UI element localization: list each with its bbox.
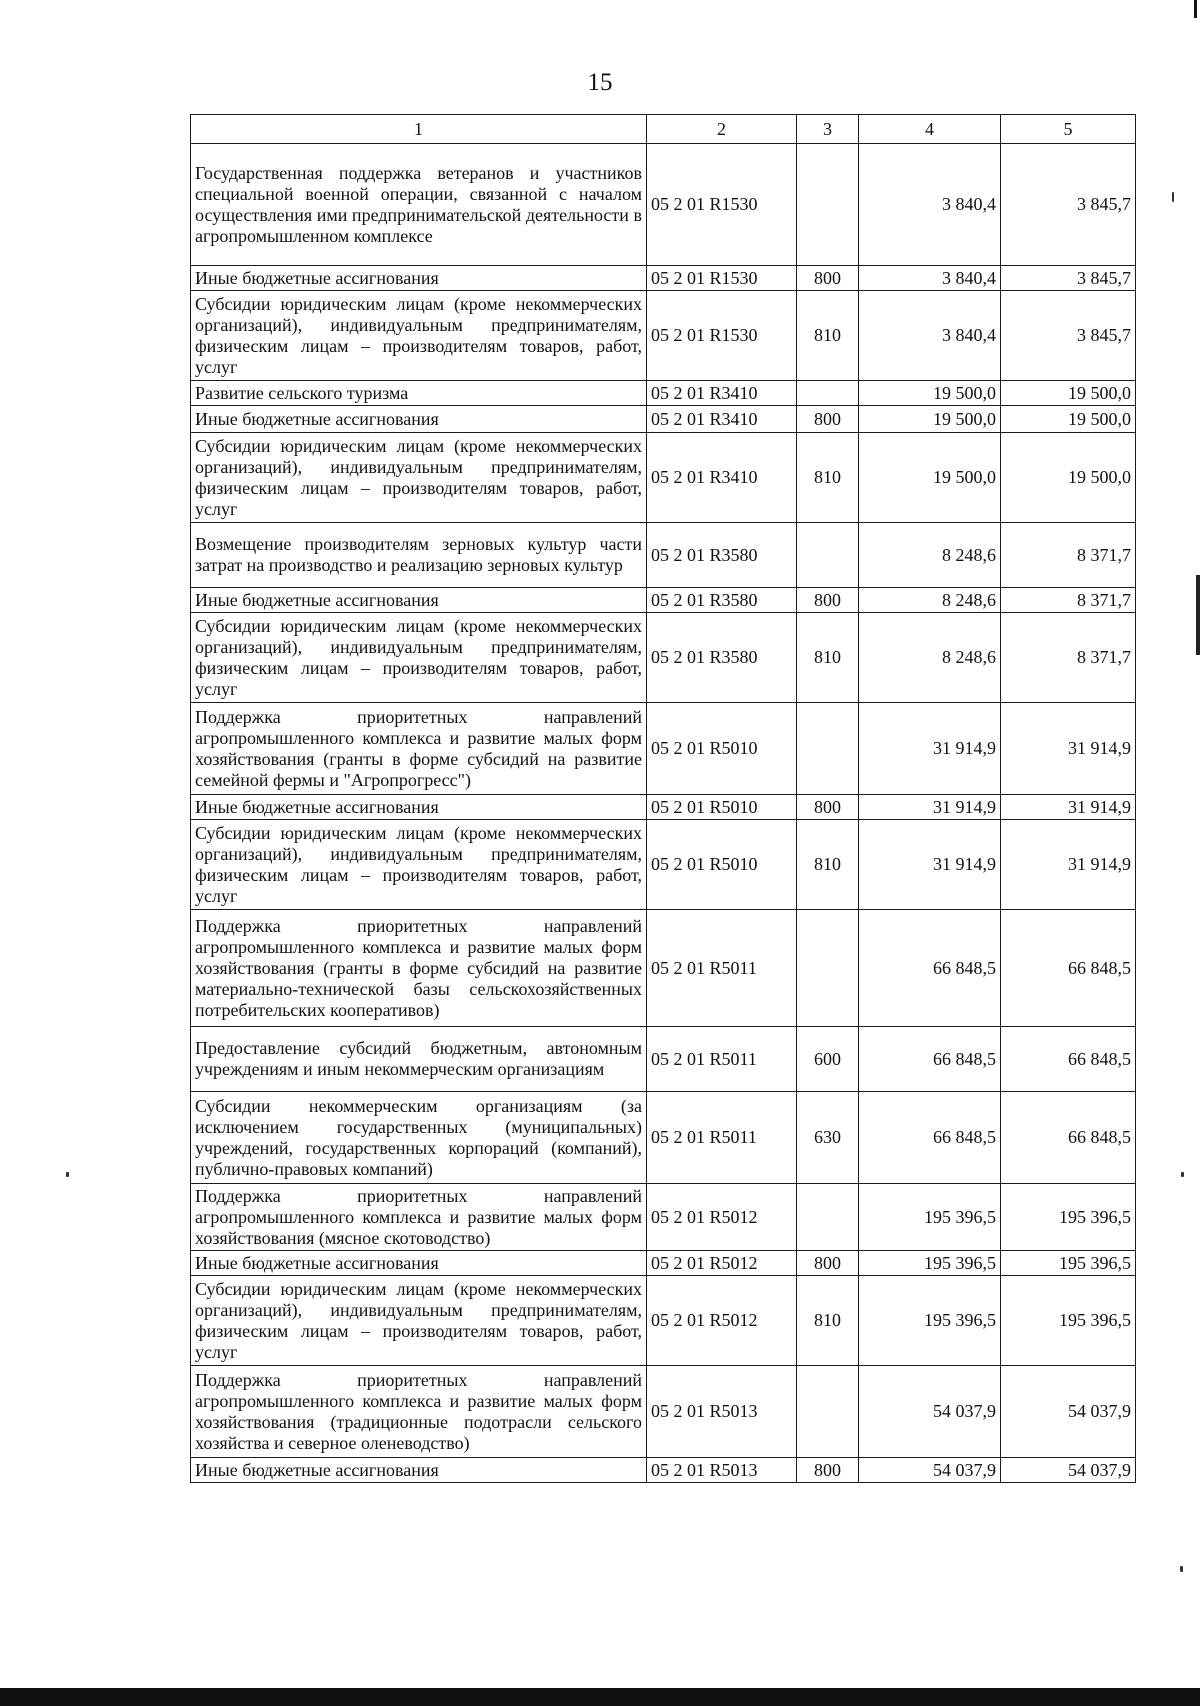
row-value-year-2-cell: 19 500,0 (1001, 433, 1136, 523)
row-value-year-2-cell: 3 845,7 (1001, 144, 1136, 266)
row-code-cell: 05 2 01 R5011 (647, 1092, 797, 1184)
row-expense-type-cell (797, 381, 859, 406)
row-name-cell: Субсидии юридическим лицам (кроме некоммерческих организаций), индивидуальным предпринимателям, физическим лицам – производителям товаров, работ, услуг (191, 613, 647, 703)
table-row (191, 291, 1136, 381)
row-code-cell: 05 2 01 R5012 (647, 1184, 797, 1251)
row-name-cell: Субсидии юридическим лицам (кроме некоммерческих организаций), индивидуальным предпринимателям, физическим лицам – производителям товаров, работ, услуг (191, 820, 647, 910)
row-name-cell: Поддержка приоритетных направлений агропромышленного комплекса и развитие малых форм хозяйствования (гранты в форме субсидий на развитие материально-технической базы сельскохозяйственных потребительских кооперативов) (191, 910, 647, 1027)
row-value-year-2-cell: 8 371,7 (1001, 613, 1136, 703)
table-row (191, 795, 1136, 820)
row-value-year-2-cell: 3 845,7 (1001, 291, 1136, 381)
table-row (191, 406, 1136, 433)
column-header-1: 1 (191, 115, 647, 144)
row-expense-type-cell (797, 144, 859, 266)
row-code-cell: 05 2 01 R3410 (647, 433, 797, 523)
row-expense-type-cell (797, 703, 859, 795)
row-value-year-2-cell: 31 914,9 (1001, 703, 1136, 795)
row-code-cell: 05 2 01 R5011 (647, 910, 797, 1027)
scan-speck (1172, 192, 1174, 202)
row-value-year-2-cell: 54 037,9 (1001, 1366, 1136, 1458)
row-value-year-1-cell: 195 396,5 (859, 1276, 1001, 1366)
row-expense-type-cell: 800 (797, 266, 859, 291)
scan-speck (1181, 1172, 1184, 1177)
row-expense-type-cell: 600 (797, 1027, 859, 1092)
table-row (191, 1092, 1136, 1184)
row-code-cell: 05 2 01 R5011 (647, 1027, 797, 1092)
row-name-cell: Субсидии юридическим лицам (кроме некоммерческих организаций), индивидуальным предпринимателям, физическим лицам – производителям товаров, работ, услуг (191, 1276, 647, 1366)
row-name-cell: Развитие сельского туризма (191, 381, 647, 406)
row-value-year-1-cell: 31 914,9 (859, 795, 1001, 820)
row-name-cell: Поддержка приоритетных направлений агропромышленного комплекса и развитие малых форм хозяйствования (традиционные подотрасли сельского хозяйства и северное оленеводство) (191, 1366, 647, 1458)
row-code-cell: 05 2 01 R3410 (647, 381, 797, 406)
row-value-year-2-cell: 66 848,5 (1001, 1027, 1136, 1092)
row-expense-type-cell: 800 (797, 795, 859, 820)
row-code-cell: 05 2 01 R1530 (647, 266, 797, 291)
row-value-year-1-cell: 195 396,5 (859, 1184, 1001, 1251)
row-code-cell: 05 2 01 R5013 (647, 1366, 797, 1458)
row-code-cell: 05 2 01 R5010 (647, 820, 797, 910)
row-name-cell: Иные бюджетные ассигнования (191, 406, 647, 433)
row-value-year-2-cell: 195 396,5 (1001, 1184, 1136, 1251)
table-row (191, 1458, 1136, 1483)
row-expense-type-cell (797, 910, 859, 1027)
row-code-cell: 05 2 01 R3580 (647, 588, 797, 613)
table-row (191, 1276, 1136, 1366)
row-value-year-1-cell: 195 396,5 (859, 1251, 1001, 1276)
row-code-cell: 05 2 01 R5013 (647, 1458, 797, 1483)
table-row (191, 820, 1136, 910)
scan-speck (1180, 1566, 1183, 1572)
row-value-year-1-cell: 3 840,4 (859, 266, 1001, 291)
table-row (191, 523, 1136, 588)
row-value-year-2-cell: 31 914,9 (1001, 795, 1136, 820)
row-value-year-1-cell: 54 037,9 (859, 1458, 1001, 1483)
row-code-cell: 05 2 01 R5010 (647, 703, 797, 795)
row-expense-type-cell: 800 (797, 588, 859, 613)
row-value-year-2-cell: 31 914,9 (1001, 820, 1136, 910)
row-value-year-1-cell: 19 500,0 (859, 406, 1001, 433)
budget-table (190, 114, 1136, 1483)
row-name-cell: Иные бюджетные ассигнования (191, 1251, 647, 1276)
row-value-year-2-cell: 195 396,5 (1001, 1251, 1136, 1276)
row-name-cell: Иные бюджетные ассигнования (191, 1458, 647, 1483)
row-value-year-1-cell: 66 848,5 (859, 910, 1001, 1027)
table-row (191, 433, 1136, 523)
row-value-year-2-cell: 54 037,9 (1001, 1458, 1136, 1483)
row-value-year-2-cell: 8 371,7 (1001, 523, 1136, 588)
row-expense-type-cell: 800 (797, 1251, 859, 1276)
row-value-year-1-cell: 31 914,9 (859, 820, 1001, 910)
row-value-year-1-cell: 66 848,5 (859, 1027, 1001, 1092)
row-code-cell: 05 2 01 R5012 (647, 1276, 797, 1366)
scan-bottom-border (0, 1688, 1200, 1706)
row-name-cell: Предоставление субсидий бюджетным, автономным учреждениям и иным некоммерческим организациям (191, 1027, 647, 1092)
row-value-year-1-cell: 8 248,6 (859, 523, 1001, 588)
row-expense-type-cell: 810 (797, 1276, 859, 1366)
column-header-3: 3 (797, 115, 859, 144)
row-code-cell: 05 2 01 R5012 (647, 1251, 797, 1276)
row-value-year-2-cell: 19 500,0 (1001, 381, 1136, 406)
table-row (191, 1366, 1136, 1458)
column-header-4: 4 (859, 115, 1001, 144)
row-name-cell: Субсидии юридическим лицам (кроме некоммерческих организаций), индивидуальным предпринимателям, физическим лицам – производителям товаров, работ, услуг (191, 291, 647, 381)
scan-edge-mark (1196, 575, 1200, 655)
row-code-cell: 05 2 01 R3410 (647, 406, 797, 433)
table-row (191, 613, 1136, 703)
row-name-cell: Возмещение производителям зерновых культур части затрат на производство и реализацию зерновых культур (191, 523, 647, 588)
table-header-row (191, 115, 1136, 144)
row-code-cell: 05 2 01 R1530 (647, 291, 797, 381)
row-name-cell: Иные бюджетные ассигнования (191, 266, 647, 291)
row-value-year-2-cell: 195 396,5 (1001, 1276, 1136, 1366)
row-expense-type-cell: 800 (797, 406, 859, 433)
row-expense-type-cell (797, 523, 859, 588)
table-row (191, 381, 1136, 406)
row-expense-type-cell: 810 (797, 613, 859, 703)
table-row (191, 144, 1136, 266)
row-expense-type-cell (797, 1184, 859, 1251)
table-row (191, 1027, 1136, 1092)
row-value-year-1-cell: 31 914,9 (859, 703, 1001, 795)
budget-table-body (191, 115, 1136, 1483)
row-value-year-1-cell: 3 840,4 (859, 144, 1001, 266)
row-value-year-2-cell: 3 845,7 (1001, 266, 1136, 291)
row-value-year-1-cell: 19 500,0 (859, 381, 1001, 406)
table-row (191, 703, 1136, 795)
page-number: 15 (587, 69, 613, 96)
row-value-year-1-cell: 3 840,4 (859, 291, 1001, 381)
column-header-2: 2 (647, 115, 797, 144)
row-name-cell: Субсидии юридическим лицам (кроме некоммерческих организаций), индивидуальным предпринимателям, физическим лицам – производителям товаров, работ, услуг (191, 433, 647, 523)
row-name-cell: Субсидии некоммерческим организациям (за исключением государственных (муниципальных) учреждений, государственных корпораций (компаний), публично-правовых компаний) (191, 1092, 647, 1184)
row-value-year-2-cell: 8 371,7 (1001, 588, 1136, 613)
row-value-year-2-cell: 66 848,5 (1001, 1092, 1136, 1184)
row-value-year-1-cell: 19 500,0 (859, 433, 1001, 523)
row-name-cell: Поддержка приоритетных направлений агропромышленного комплекса и развитие малых форм хозяйствования (мясное скотоводство) (191, 1184, 647, 1251)
row-name-cell: Иные бюджетные ассигнования (191, 588, 647, 613)
row-expense-type-cell: 810 (797, 433, 859, 523)
row-value-year-1-cell: 8 248,6 (859, 613, 1001, 703)
row-code-cell: 05 2 01 R5010 (647, 795, 797, 820)
row-expense-type-cell: 800 (797, 1458, 859, 1483)
scan-speck (66, 1172, 69, 1177)
row-name-cell: Государственная поддержка ветеранов и участников специальной военной операции, связанной с началом осуществления ими предпринимательской деятельности в агропромышленном комплексе (191, 144, 647, 266)
row-expense-type-cell: 630 (797, 1092, 859, 1184)
row-name-cell: Иные бюджетные ассигнования (191, 795, 647, 820)
table-row (191, 910, 1136, 1027)
table-row (191, 266, 1136, 291)
column-header-5: 5 (1001, 115, 1136, 144)
row-value-year-2-cell: 19 500,0 (1001, 406, 1136, 433)
table-row (191, 588, 1136, 613)
row-value-year-2-cell: 66 848,5 (1001, 910, 1136, 1027)
table-row (191, 1251, 1136, 1276)
table-row (191, 1184, 1136, 1251)
scan-edge-mark (1194, 0, 1197, 18)
row-expense-type-cell: 810 (797, 820, 859, 910)
row-expense-type-cell (797, 1366, 859, 1458)
row-value-year-1-cell: 66 848,5 (859, 1092, 1001, 1184)
row-value-year-1-cell: 54 037,9 (859, 1366, 1001, 1458)
row-code-cell: 05 2 01 R3580 (647, 523, 797, 588)
row-expense-type-cell: 810 (797, 291, 859, 381)
row-code-cell: 05 2 01 R3580 (647, 613, 797, 703)
row-value-year-1-cell: 8 248,6 (859, 588, 1001, 613)
row-code-cell: 05 2 01 R1530 (647, 144, 797, 266)
row-name-cell: Поддержка приоритетных направлений агропромышленного комплекса и развитие малых форм хозяйствования (гранты в форме субсидий на развитие семейной фермы и "Агропрогресс") (191, 703, 647, 795)
